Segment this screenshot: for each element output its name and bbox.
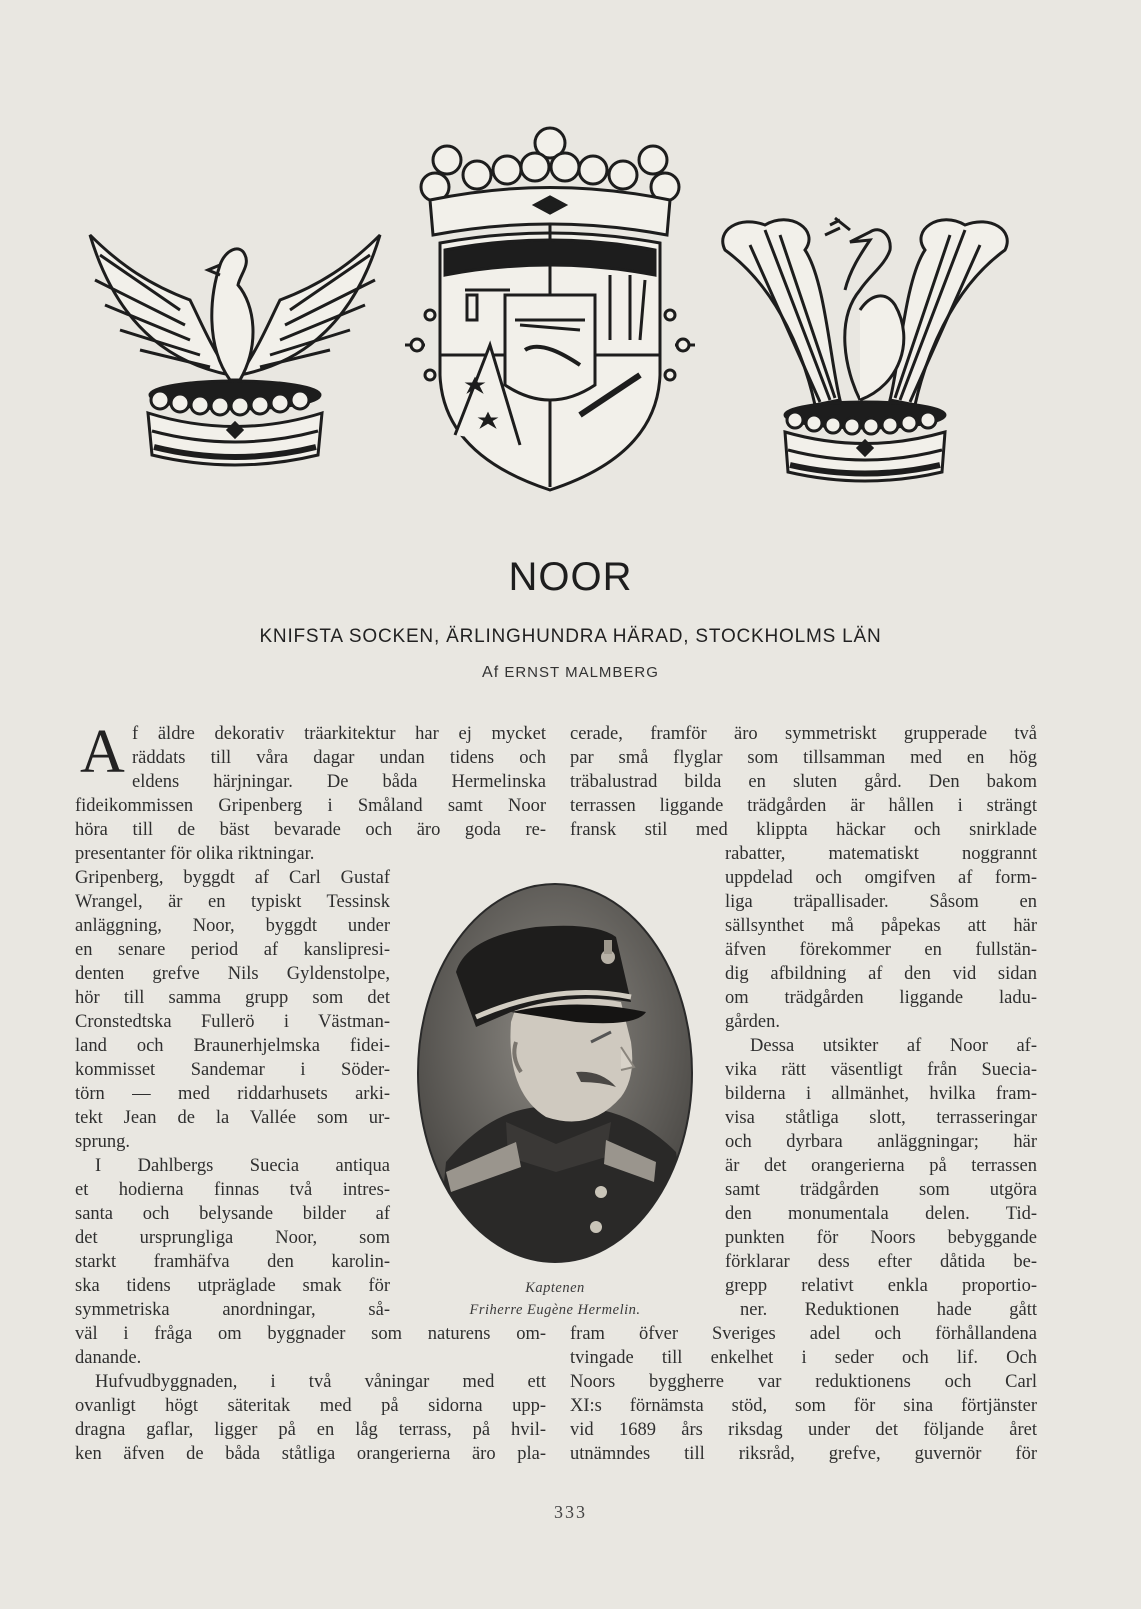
text-line: santa och belysande bilder af: [75, 1204, 390, 1224]
text-line: grepp relativt enkla proportio-: [725, 1276, 1037, 1296]
text-line: förklarar dess efter dåtida be-: [725, 1252, 1037, 1272]
text-line: bilderna i allmänhet, hvilka fram-: [725, 1084, 1037, 1104]
text-line: ner. Reduktionen hade gått: [740, 1300, 1037, 1320]
location-subtitle: KNIFSTA SOCKEN, ÄRLINGHUNDRA HÄRAD, STOCKHOLMS LÄN: [259, 626, 882, 647]
drop-cap: A: [80, 718, 125, 786]
crest-row: [75, 125, 1045, 505]
text-line: uppdelad och omgifven af form-: [725, 868, 1037, 888]
eagle-crest-icon: [80, 225, 390, 485]
text-line: ovanligt högt säteritak med på sidorna upp-: [75, 1396, 546, 1416]
portrait-caption-name: Friherre Eugène Hermelin.: [469, 1302, 641, 1318]
text-line: äfven förekommer en fullstän-: [725, 940, 1037, 960]
text-line: Noors byggherre var reduktionens och Carl: [570, 1372, 1037, 1392]
text-line: den monumentala delen. Tid-: [725, 1204, 1037, 1224]
coat-of-arms-icon: [395, 125, 705, 495]
text-line: Wrangel, är en typiskt Tessinsk: [75, 892, 390, 912]
text-line: räddats till våra dagar undan tidens och: [132, 748, 546, 768]
text-line: presentanter för olika riktningar.: [75, 844, 315, 864]
text-line: fideikommissen Gripenberg i Småland samt Noor: [75, 796, 546, 816]
text-line: det ursprungliga Noor, som: [75, 1228, 390, 1248]
text-line: törn — med riddarhusets arki-: [75, 1084, 390, 1104]
portrait-caption-title: Kaptenen: [525, 1280, 585, 1296]
text-line: par små flyglar som tillsamman med en hög: [570, 748, 1037, 768]
text-line: hör till samma grupp som det: [75, 988, 390, 1008]
text-line: Gripenberg, byggdt af Carl Gustaf: [75, 868, 390, 888]
text-line: I Dahlbergs Suecia antiqua: [95, 1156, 390, 1176]
text-line: denten grefve Nils Gyldenstolpe,: [75, 964, 390, 984]
page-title: NOOR: [508, 555, 633, 599]
text-line: fram öfver Sveriges adel och förhållandena: [570, 1324, 1037, 1344]
text-line: danande.: [75, 1348, 142, 1368]
text-line: väl i fråga om byggnader som naturens om-: [75, 1324, 546, 1344]
text-line: symmetriska anordningar, så-: [75, 1300, 390, 1320]
text-line: Cronstedtska Fullerö i Västman-: [75, 1012, 390, 1032]
author-line: [0, 664, 1141, 682]
author-name: ERNST MALMBERG: [504, 664, 659, 681]
text-line: dig afbildning af den vid sidan: [725, 964, 1037, 984]
text-line: anläggning, Noor, byggdt under: [75, 916, 390, 936]
text-line: tvingade till enkelhet i seder och lif. Och: [570, 1348, 1037, 1368]
text-line: utnämndes till riksråd, grefve, guvernör för: [570, 1444, 1037, 1464]
text-line: är det orangerierna på terrassen: [725, 1156, 1037, 1176]
text-line: terrassen liggande trädgården är hållen i strängt: [570, 796, 1037, 816]
text-line: ska tidens utpräglade smak för: [75, 1276, 390, 1296]
text-line: gården.: [725, 1012, 780, 1032]
text-line: et hodierna finnas två intres-: [75, 1180, 390, 1200]
text-line: rabatter, matematiskt noggrannt: [725, 844, 1037, 864]
text-line: Hufvudbyggnaden, i två våningar med ett: [95, 1372, 546, 1392]
text-line: om trädgården liggande ladu-: [725, 988, 1037, 1008]
text-line: kommisset Sandemar i Söder-: [75, 1060, 390, 1080]
text-line: vid 1689 års riksdag under det följande året: [570, 1420, 1037, 1440]
text-line: vika rätt väsentligt från Suecia-: [725, 1060, 1037, 1080]
text-line: sprung.: [75, 1132, 130, 1152]
text-line: cerade, framför äro symmetriskt grupperade två: [570, 724, 1037, 744]
text-line: visa ståtliga slott, terrasseringar: [725, 1108, 1037, 1128]
crane-crest-icon: [710, 210, 1020, 490]
text-line: liga träpallisader. Såsom en: [725, 892, 1037, 912]
text-line: f äldre dekorativ träarkitektur har ej mycket: [132, 724, 546, 744]
author-prefix: Af: [482, 664, 500, 681]
text-line: XI:s förnämsta stöd, som för sina förtjänster: [570, 1396, 1037, 1416]
text-line: en senare period af kanslipresi-: [75, 940, 390, 960]
text-line: träbalustrad bilda en sluten gård. Den bakom: [570, 772, 1037, 792]
text-line: tekt Jean de la Vallée som ur-: [75, 1108, 390, 1128]
text-line: ken äfven de båda ståtliga orangerierna äro pla-: [75, 1444, 546, 1464]
text-line: fransk stil med klippta häckar och snirklade: [570, 820, 1037, 840]
text-line: samt trädgården som utgöra: [725, 1180, 1037, 1200]
text-line: och dyrbara anläggningar; här: [725, 1132, 1037, 1152]
portrait-photo: [416, 882, 694, 1264]
text-line: höra till de bäst bevarade och äro goda re-: [75, 820, 546, 840]
text-line: punkten för Noors bebyggande: [725, 1228, 1037, 1248]
text-line: starkt framhäfva den karolin-: [75, 1252, 390, 1272]
text-line: dragna gaflar, ligger på en låg terrass, på hvil-: [75, 1420, 546, 1440]
text-line: land och Braunerhjelmska fidei-: [75, 1036, 390, 1056]
page-number: 333: [554, 1502, 587, 1522]
text-line: eldens härjningar. De båda Hermelinska: [132, 772, 546, 792]
text-line: Dessa utsikter af Noor af-: [750, 1036, 1037, 1056]
text-line: sällsynthet må påpekas att här: [725, 916, 1037, 936]
